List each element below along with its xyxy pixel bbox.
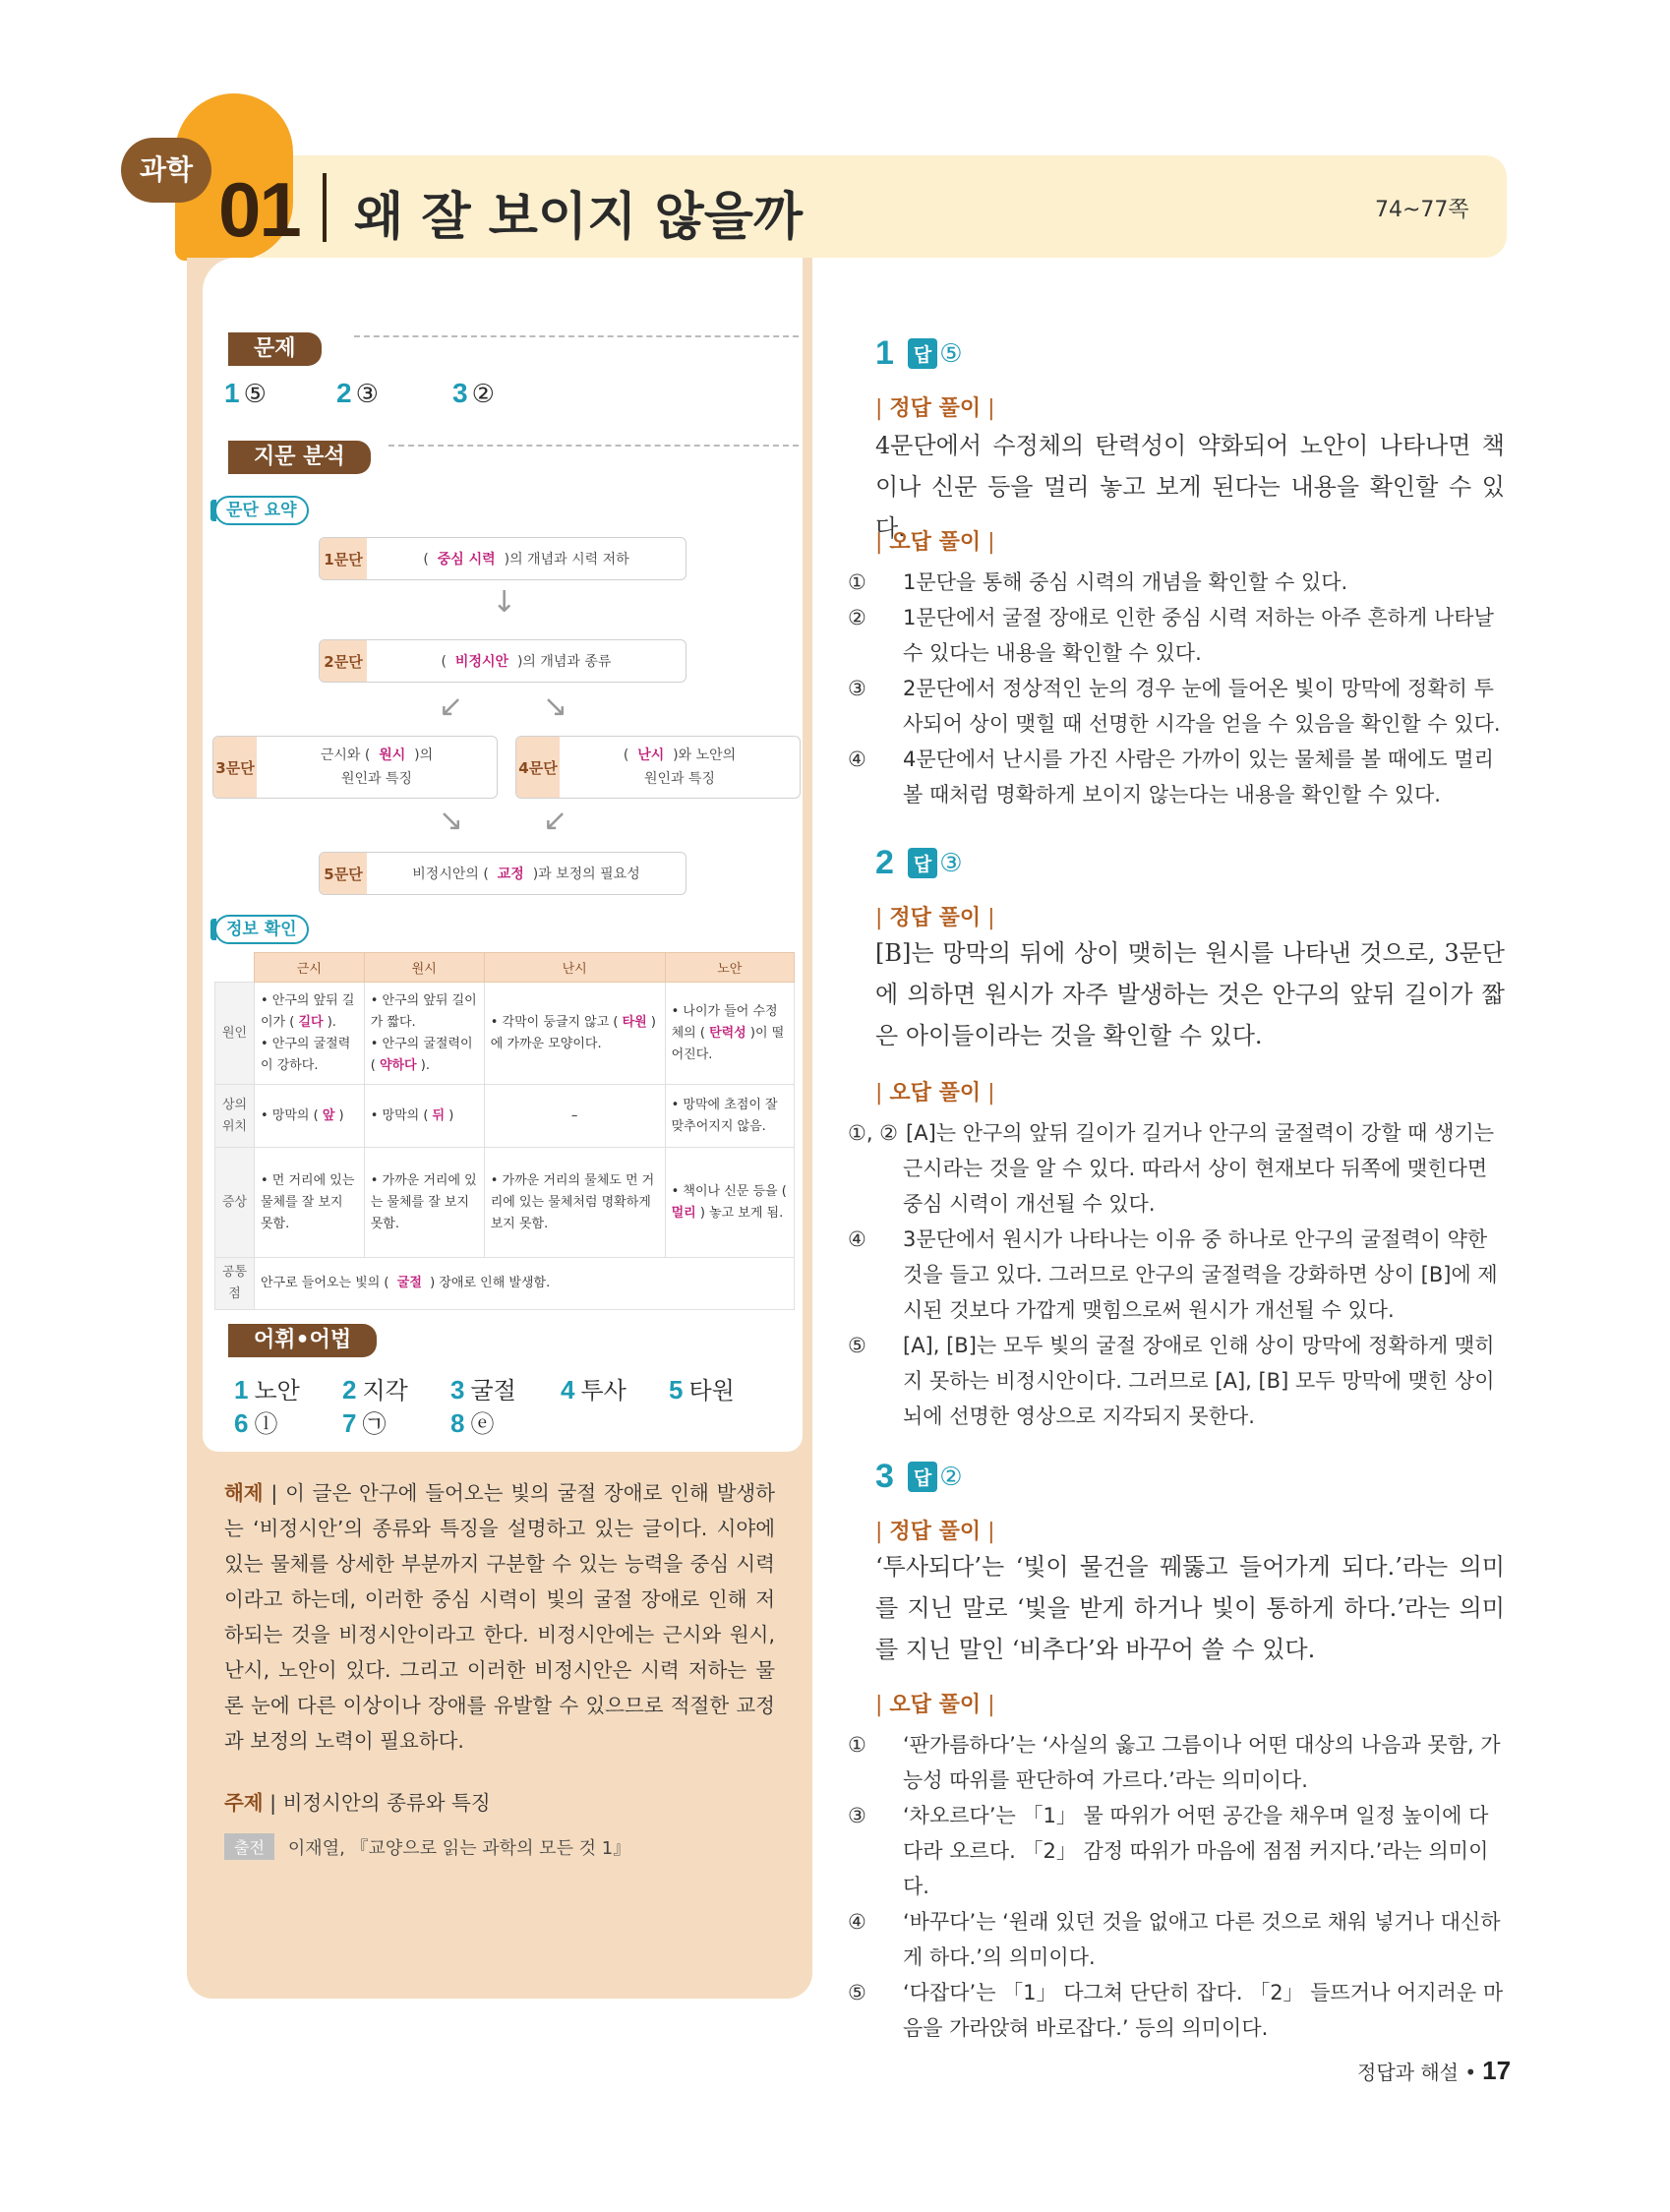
page-number: 17	[1482, 2056, 1512, 2085]
summary-pill: 문단 요약	[214, 496, 309, 525]
table-header: 근시	[255, 953, 365, 983]
arrow-down-left-icon: ↙	[543, 804, 568, 838]
list-item: ④ ‘바꾸다’는 ‘원래 있던 것을 없애고 다른 것으로 채워 넣거나 대신하게 하다.’의 의미이다.	[848, 1910, 1501, 1969]
vocab-item: 7 ㉠	[342, 1408, 387, 1438]
info-pill: 정보 확인	[214, 915, 309, 944]
wrong-list	[848, 1115, 1505, 1434]
arrow-down-icon: ↓	[492, 585, 517, 620]
vocab-item: 6 ⓛ	[234, 1408, 278, 1438]
theme: 주제 | 비정시안의 종류와 특징	[224, 1791, 491, 1815]
vocab-item: 3 굴절	[450, 1375, 516, 1405]
question-2-header: 2 답 ③	[875, 844, 963, 881]
correct-text: 4문단에서 수정체의 탄력성이 약화되어 노안이 나타나면 책이나 신문 등을 멀리 놓고 보게 된다는 내용을 확인할 수 있다.	[875, 432, 1505, 542]
problem-tag: 문제	[228, 332, 322, 366]
explanation: 해제 | 이 글은 안구에 들어오는 빛의 굴절 장애로 인해 발생하는 ‘비정시안’의 종류와 특징을 설명하고 있는 글이다. 시야에 있는 물체를 상세한 부분까지 구분할 수 있는 능력을 중심 시력이라고 하는데, 이러한 중심 시력이 빛의 굴절 장애로 인해 저하되는 것을 비정시안이라고 한다. 비정시안에는 근시와 원시, 난시, 노안이 있다. 그리고 이러한 비정시안은 시력 저하는 물론 눈에 다른 이상이나 장애를 유발할 수 있으므로 적절한 교정과 보정의 노력이 필요하다.	[224, 1481, 775, 1753]
arrow-down-left-icon: ↙	[439, 689, 464, 724]
vocab-item: 1 노안	[234, 1375, 300, 1405]
list-item: ⑤ [A], [B]는 모두 빛의 굴절 장애로 인해 상이 망막에 정확하게 맺히지 못하는 비정시안이다. 그러므로 [A], [B] 모두 망막에 맺힌 상이 뇌에 선명한 영상으로 지각되지 못한다.	[848, 1334, 1495, 1428]
list-item: ① 1문단을 통해 중심 시력의 개념을 확인할 수 있다.	[848, 570, 1348, 594]
info-table	[214, 952, 795, 1310]
correct-text: [B]는 망막의 뒤에 상이 맺히는 원시를 나타낸 것으로, 3문단에 의하면 원시가 자주 발생하는 것은 안구의 앞뒤 길이가 짧은 아이들이라는 것을 확인할 수 있다.	[875, 939, 1505, 1049]
table-header: 난시	[484, 953, 665, 983]
table-row: 증상 • 먼 거리에 있는 물체를 잘 보지 못함. • 가까운 거리에 있는 물체를 잘 보지 못함. • 가까운 거리의 물체도 먼 거리에 있는 물체처럼 명확하게 보지 못함. • 책이나 신문 등을 ( 멀리 ) 놓고 보게 됨.	[215, 1148, 795, 1258]
flow-box-5: 5문단 비정시안의 ( 교정 )과 보정의 필요성	[319, 852, 686, 895]
table-header: 노안	[665, 953, 794, 983]
list-item: ④ 4문단에서 난시를 가진 사람은 가까이 있는 물체를 볼 때에도 멀리 볼 때처럼 명확하게 보이지 않는다는 내용을 확인할 수 있다.	[848, 747, 1494, 807]
vocab-tag: 어휘•어법	[228, 1324, 377, 1357]
list-item: ① ‘판가름하다’는 ‘사실의 옳고 그름이나 어떤 대상의 나음과 못함, 가능성 따위를 판단하여 가르다.’라는 의미이다.	[848, 1733, 1501, 1792]
vocab-item: 4 투사	[561, 1375, 626, 1405]
vocab-item: 5 타원	[669, 1375, 735, 1405]
correct-text: ‘투사되다’는 ‘빛이 물건을 꿰뚫고 들어가게 되다.’라는 의미를 지닌 말로 ‘빛을 받게 하거나 빛이 통하게 하다.’라는 의미를 지닌 말인 ‘비추다’와 바꾸어 쓸 수 있다.	[875, 1553, 1505, 1663]
wrong-list	[848, 565, 1505, 812]
list-item: ⑤ ‘다잡다’는 「1」 다그쳐 단단히 잡다. 「2」 들뜨거나 어지러운 마음을 가라앉혀 바로잡다.’ 등의 의미이다.	[848, 1981, 1504, 2040]
source: 출전 이재열, 『교양으로 읽는 과학의 모든 것 1』	[224, 1833, 630, 1860]
question-3-header: 3 답 ②	[875, 1458, 963, 1495]
correct-label: | 정답 풀이 |	[875, 1515, 994, 1545]
question-1-header: 1 답 ⑤	[875, 334, 963, 372]
page-range: 74~77쪽	[1375, 198, 1469, 222]
header-divider	[323, 173, 327, 242]
lesson-number: 01	[218, 166, 300, 253]
divider	[388, 445, 799, 447]
correct-label: | 정답 풀이 |	[875, 391, 994, 422]
subject-badge: 과학	[121, 138, 211, 203]
answer-item: 3 ②	[452, 378, 495, 409]
page-title: 왜 잘 보이지 않을까	[354, 188, 804, 247]
correct-label: | 정답 풀이 |	[875, 901, 994, 931]
flow-box-3: 3문단 근시와 ( 원시 )의 원인과 특징	[212, 736, 498, 799]
vocab-item: 2 지각	[342, 1375, 408, 1405]
flow-box-1: 1문단 ( 중심 시력 )의 개념과 시력 저하	[319, 537, 686, 580]
list-item: ② 1문단에서 굴절 장애로 인한 중심 시력 저하는 아주 흔하게 나타날 수 있다는 내용을 확인할 수 있다.	[848, 606, 1494, 665]
wrong-label: | 오답 풀이 |	[875, 525, 994, 556]
list-item: ①, ② [A]는 안구의 앞뒤 길이가 길거나 안구의 굴절력이 강할 때 생기는 근시라는 것을 알 수 있다. 따라서 상이 현재보다 뒤쪽에 맺힌다면 중심 시력이 개선될 수 있다.	[848, 1121, 1494, 1216]
arrow-down-right-icon: ↘	[439, 804, 464, 838]
vocab-item: 8 ⓔ	[450, 1408, 495, 1438]
flow-box-4: 4문단 ( 난시 )와 노안의 원인과 특징	[515, 736, 801, 799]
page-footer: 정답과 해설 • 17	[1357, 2056, 1512, 2085]
wrong-label: | 오답 풀이 |	[875, 1076, 994, 1106]
table-header: 원시	[364, 953, 484, 983]
analysis-tag: 지문 분석	[228, 441, 371, 474]
list-item: ③ ‘차오르다’는 「1」 물 따위가 어떤 공간을 채우며 일정 높이에 다다라 오르다. 「2」 감정 따위가 마음에 점점 커지다.’라는 의미이다.	[848, 1804, 1489, 1898]
list-item: ③ 2문단에서 정상적인 눈의 경우 눈에 들어온 빛이 망막에 정확히 투사되어 상이 맺힐 때 선명한 시각을 얻을 수 있음을 확인할 수 있다.	[848, 677, 1501, 736]
list-item: ④ 3문단에서 원시가 나타나는 이유 중 하나로 안구의 굴절력이 약한 것을 들고 있다. 그러므로 안구의 굴절력을 강화하면 상이 [B]에 제시된 것보다 가깝게 맺힘으로써 원시가 개선될 수 있다.	[848, 1227, 1498, 1322]
table-row: 원인 • 안구의 앞뒤 길이가 ( 길다 ). • 안구의 굴절력이 강하다. • 안구의 앞뒤 길이가 짧다. • 안구의 굴절력이 ( 약하다 ). • 각막이 둥글지 않고 ( 타원 )에 가까운 모양이다. • 나이가 들어 수정체의 ( 탄력성 )이 떨어진다.	[215, 983, 795, 1085]
wrong-list	[848, 1727, 1505, 2046]
answer-item: 2 ③	[336, 378, 379, 409]
table-row: 공통점 안구로 들어오는 빛의 ( 굴절 ) 장애로 인해 발생함.	[215, 1258, 795, 1310]
flow-box-2: 2문단 ( 비정시안 )의 개념과 종류	[319, 639, 686, 683]
answer-item: 1 ⑤	[224, 378, 267, 409]
table-row: 상의 위치 • 망막의 ( 앞 ) • 망막의 ( 뒤 ) – • 망막에 초점이 잘 맞추어지지 않음.	[215, 1085, 795, 1148]
divider	[354, 335, 799, 337]
arrow-down-right-icon: ↘	[543, 689, 568, 724]
wrong-label: | 오답 풀이 |	[875, 1688, 994, 1718]
